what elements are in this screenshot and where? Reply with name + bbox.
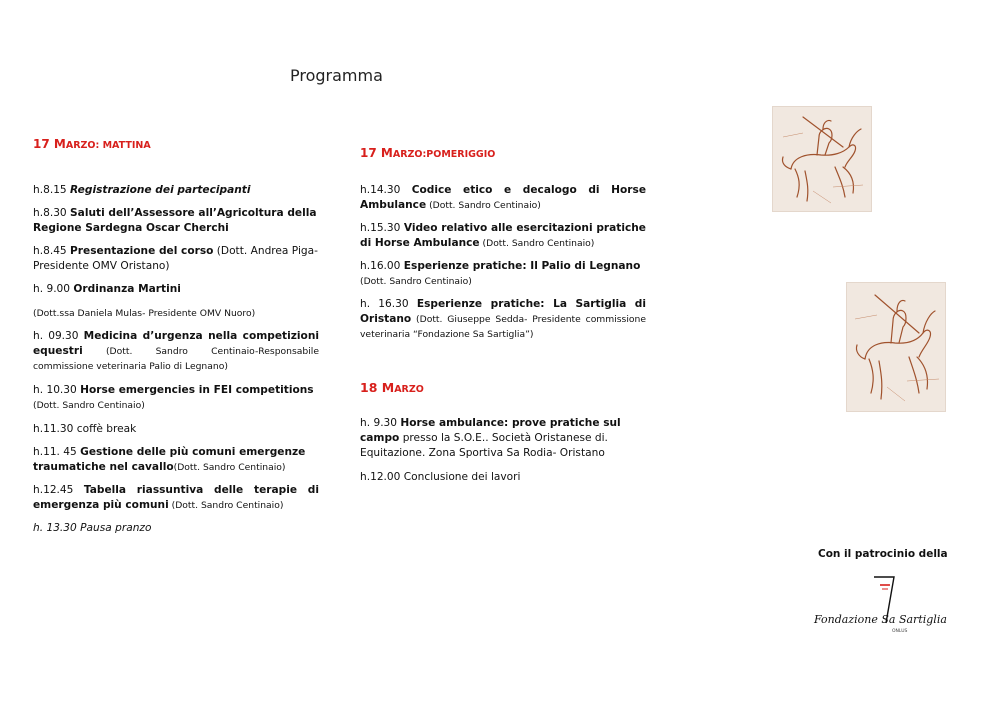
list-item: h.12.00 Conclusione dei lavori	[360, 471, 521, 483]
list-item: h. 16.30 Esperienze pratiche: La Sartiglia di Oristano (Dott. Giuseppe Sedda- Presidente commissione veterinaria “Fondazione Sa Sartiglia”)	[360, 298, 646, 340]
list-item: h. 10.30 Horse emergencies in FEI competitions (Dott. Sandro Centinaio)	[33, 384, 314, 411]
page-title: Programma	[290, 66, 383, 85]
heading-afternoon-m: M	[380, 146, 393, 160]
heading-day2-m: M	[381, 380, 395, 395]
list-item: h.8.30 Saluti dell’Assessore all’Agricoltura della Regione Sardegna Oscar Cherchi	[33, 207, 317, 234]
heading-morning-day: 17	[33, 137, 54, 151]
sponsor-logo	[814, 575, 960, 660]
heading-afternoon-day: 17	[360, 146, 381, 160]
heading-morning-rest: ARZO: MATTINA	[65, 140, 151, 151]
morning-schedule	[33, 183, 319, 536]
horse-rider-sketch-bottom	[846, 282, 946, 412]
heading-day2	[360, 380, 424, 395]
heading-morning	[33, 137, 151, 151]
list-item: h. 13.30 Pausa pranzo	[33, 522, 152, 534]
list-item: (Dott.ssa Daniela Mulas- Presidente OMV Nuoro)	[33, 308, 256, 319]
list-item: h.11.30 coffè break	[33, 423, 137, 435]
logo-onlus: ONLUS	[892, 629, 908, 634]
list-item: h. 09.30 Medicina d’urgenza nella competizioni equestri (Dott. Sandro Centinaio-Responsabile commissione veterinaria Palio di Legnano)	[33, 330, 319, 372]
logo-word-fondazione: Fondazione	[814, 613, 878, 626]
list-item: h.15.30 Video relativo alle esercitazioni pratiche di Horse Ambulance (Dott. Sandro Centinaio)	[360, 222, 646, 249]
heading-day2-rest: ARZO	[394, 384, 424, 395]
heading-afternoon-rest: ARZO:	[392, 149, 427, 160]
list-item: h. 9.30 Horse ambulance: prove pratiche sul campo presso la S.O.E.. Società Oristanese di. Equitazione. Zona Sportiva Sa Rodia- Oristano	[360, 417, 621, 459]
heading-day2-day: 18	[360, 380, 382, 395]
heading-afternoon-tail: POMERIGGIO	[426, 149, 496, 160]
list-item: h.8.45 Presentazione del corso (Dott. Andrea Piga- Presidente OMV Oristano)	[33, 245, 318, 272]
day2-schedule	[360, 416, 622, 485]
heading-afternoon	[360, 146, 495, 160]
logo-wordmark	[814, 613, 947, 626]
sponsor-label: Con il patrocinio della	[818, 548, 948, 560]
horse-rider-drawing-icon	[847, 283, 945, 411]
list-item: h.8.15 Registrazione dei partecipanti	[33, 184, 251, 196]
horse-rider-drawing-icon	[773, 107, 871, 211]
list-item: h.16.00 Esperienze pratiche: Il Palio di Legnano (Dott. Sandro Centinaio)	[360, 260, 641, 287]
logo-word-sartiglia: Sa Sartiglia	[881, 613, 947, 626]
list-item: h.12.45 Tabella riassuntiva delle terapie di emergenza più comuni (Dott. Sandro Centinaio)	[33, 484, 320, 511]
list-item: h. 9.00 Ordinanza Martini	[33, 283, 181, 295]
list-item: h.14.30 Codice etico e decalogo di Horse Ambulance (Dott. Sandro Centinaio)	[360, 184, 647, 211]
horse-rider-sketch-top	[772, 106, 872, 212]
heading-morning-m: M	[53, 137, 66, 151]
list-item: h.11. 45 Gestione delle più comuni emergenze traumatiche nel cavallo(Dott. Sandro Centinaio)	[33, 446, 306, 473]
afternoon-schedule	[360, 183, 646, 342]
